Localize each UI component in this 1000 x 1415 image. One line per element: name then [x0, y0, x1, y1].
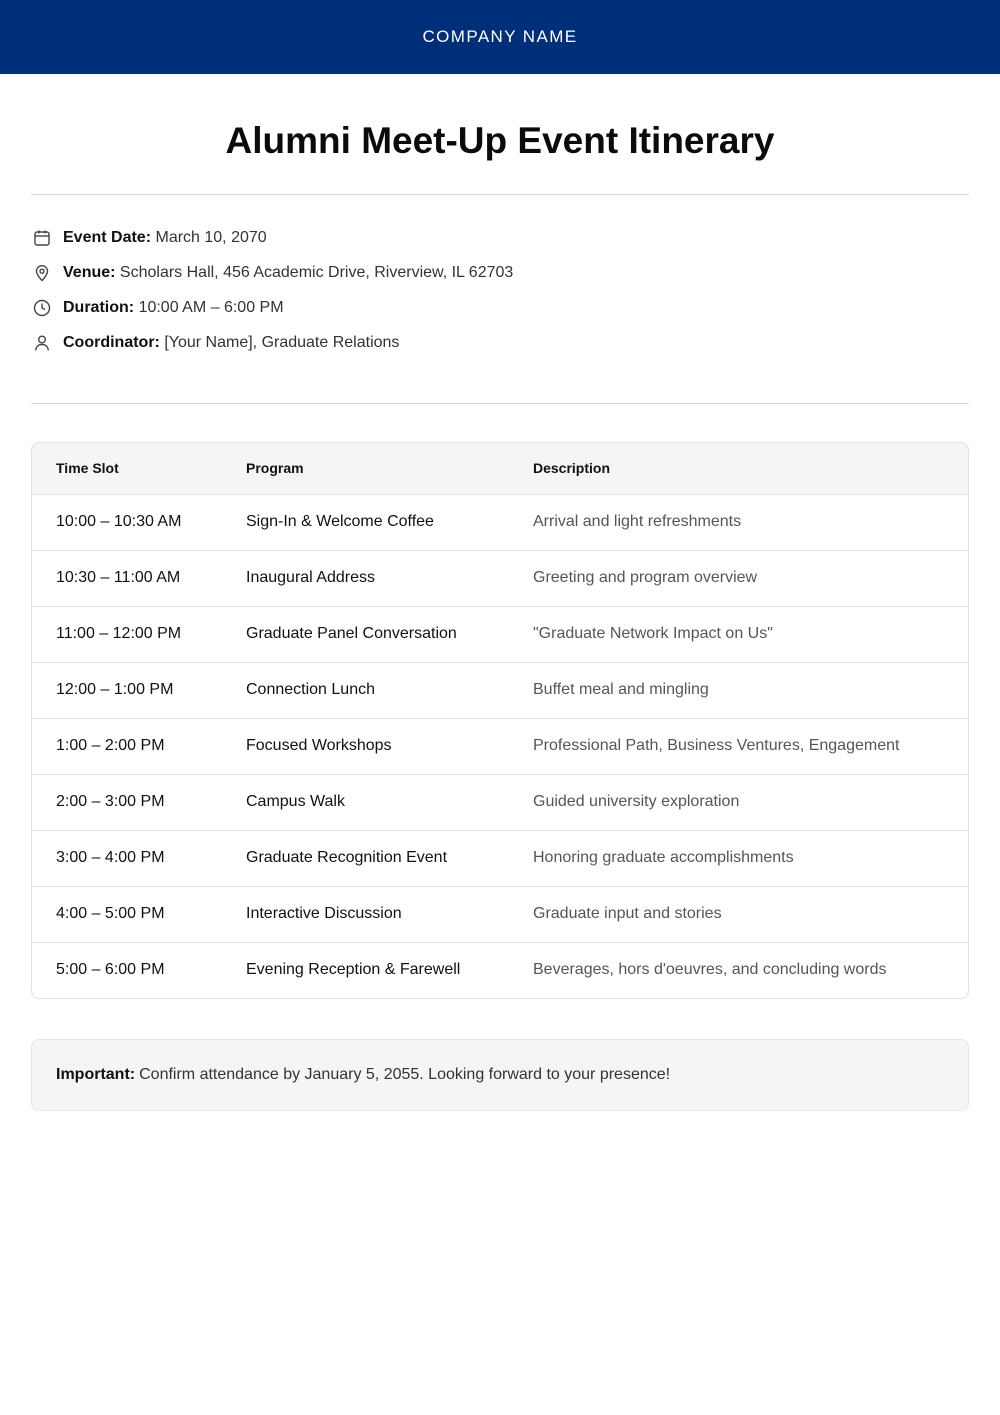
table-row — [32, 606, 968, 662]
page-title: Alumni Meet-Up Event Itinerary — [225, 120, 775, 161]
info-row-coordinator — [31, 325, 1000, 360]
event-date-value: March 10, 2070 — [155, 228, 267, 246]
event-info — [31, 220, 1000, 403]
program-cell: Connection Lunch — [222, 662, 509, 718]
location-pin-icon — [31, 262, 53, 284]
table-row — [32, 830, 968, 886]
description-cell: "Graduate Network Impact on Us" — [509, 606, 968, 662]
divider — [31, 194, 969, 195]
description-cell: Guided university exploration — [509, 774, 968, 830]
info-row-duration — [31, 290, 1000, 325]
time-slot-cell: 5:00 – 6:00 PM — [56, 961, 165, 979]
time-slot-cell: 10:30 – 11:00 AM — [32, 550, 222, 606]
event-date-label: Event Date: — [63, 228, 152, 246]
description-cell: Arrival and light refreshments — [509, 494, 968, 550]
column-header-time-slot: Time Slot — [32, 443, 222, 494]
table-row — [32, 774, 968, 830]
time-slot-cell: 11:00 – 12:00 PM — [32, 606, 222, 662]
description-cell: Buffet meal and mingling — [509, 662, 968, 718]
header-bar — [0, 0, 1000, 74]
time-slot-cell: 3:00 – 4:00 PM — [32, 830, 222, 886]
time-slot-cell: 4:00 – 5:00 PM — [32, 886, 222, 942]
program-cell: Sign-In & Welcome Coffee — [222, 494, 509, 550]
time-slot-cell: 1:00 – 2:00 PM — [32, 718, 222, 774]
divider — [31, 403, 969, 404]
important-note-text: Confirm attendance by January 5, 2055. Looking forward to your presence! — [139, 1066, 671, 1083]
calendar-icon — [31, 227, 53, 249]
table-row — [32, 550, 968, 606]
itinerary-table — [31, 442, 969, 999]
program-cell: Interactive Discussion — [222, 886, 509, 942]
description-cell: Greeting and program overview — [509, 550, 968, 606]
column-header-program: Program — [222, 443, 509, 494]
venue-value: Scholars Hall, 456 Academic Drive, Riverview, IL 62703 — [119, 263, 514, 281]
important-note-label: Important: — [56, 1066, 136, 1083]
description-cell: Graduate input and stories — [509, 886, 968, 942]
duration-label: Duration: — [63, 298, 135, 316]
description-cell: Honoring graduate accomplishments — [509, 830, 968, 886]
column-header-description: Description — [509, 443, 968, 494]
info-row-date — [31, 220, 1000, 255]
important-note — [31, 1039, 969, 1111]
info-row-venue — [31, 255, 1000, 290]
program-cell: Graduate Recognition Event — [222, 830, 509, 886]
table-row — [32, 942, 968, 998]
table-row — [32, 886, 968, 942]
coordinator-label: Coordinator: — [63, 333, 160, 351]
table-row — [32, 718, 968, 774]
description-cell: Beverages, hors d'oeuvres, and concluding words — [533, 961, 887, 979]
clock-icon — [31, 297, 53, 319]
program-cell: Graduate Panel Conversation — [222, 606, 509, 662]
time-slot-cell: 2:00 – 3:00 PM — [32, 774, 222, 830]
program-cell: Evening Reception & Farewell — [246, 961, 461, 979]
program-cell: Campus Walk — [222, 774, 509, 830]
time-slot-cell: 12:00 – 1:00 PM — [32, 662, 222, 718]
duration-value: 10:00 AM – 6:00 PM — [138, 298, 284, 316]
coordinator-value: [Your Name], Graduate Relations — [164, 333, 400, 351]
time-slot-cell: 10:00 – 10:30 AM — [32, 494, 222, 550]
company-name: COMPANY NAME — [422, 27, 578, 46]
program-cell: Inaugural Address — [222, 550, 509, 606]
user-icon — [31, 332, 53, 354]
program-cell: Focused Workshops — [222, 718, 509, 774]
venue-label: Venue: — [63, 263, 116, 281]
description-cell: Professional Path, Business Ventures, Engagement — [509, 718, 968, 774]
table-row — [32, 662, 968, 718]
table-header-row — [32, 443, 968, 494]
table-row — [32, 494, 968, 550]
